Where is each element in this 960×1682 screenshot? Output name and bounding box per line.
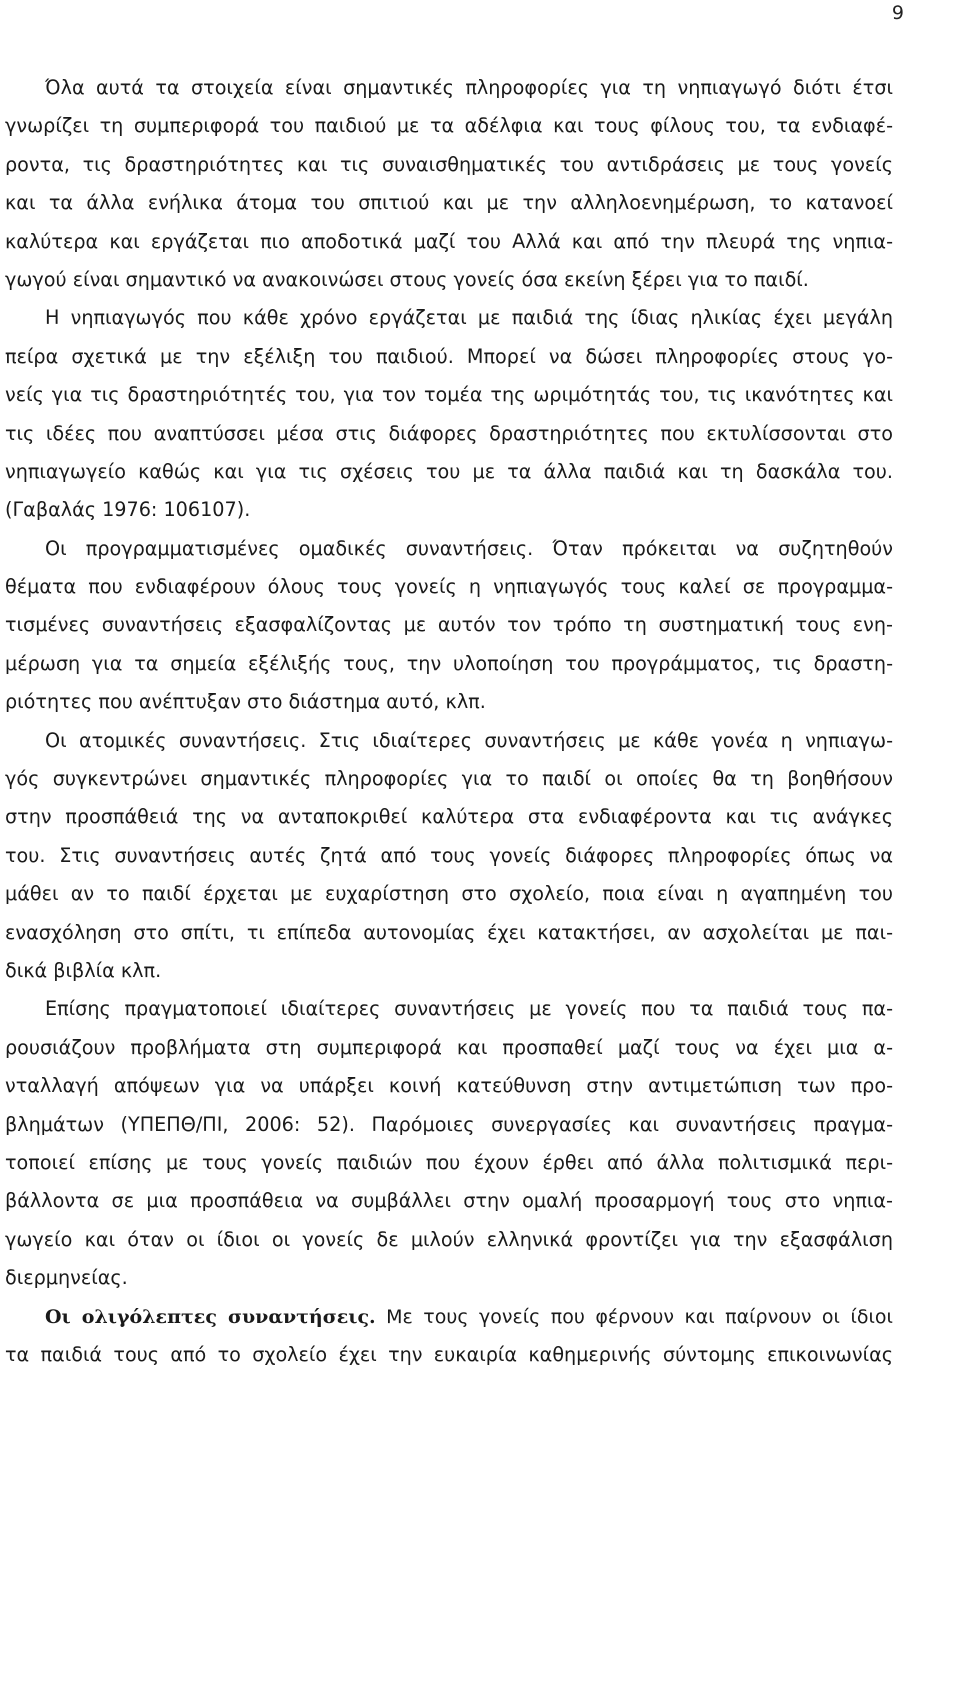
text-line: νταλλαγή απόψεων για να υπάρξει κοινή κατεύθυνση στην αντιμετώπιση των προ- xyxy=(5,1074,893,1098)
page-number: 9 xyxy=(891,2,904,24)
text-line: διερμηνείας. xyxy=(5,1266,128,1290)
text-line: (Γαβαλάς 1976: 106107). xyxy=(5,498,251,522)
text-line: του. Στις συναντήσεις αυτές ζητά από τους γονείς διάφορες πληροφορίες όπως να xyxy=(5,843,893,867)
text-line: ενασχόληση στο σπίτι, τι επίπεδα αυτονομίας έχει κατακτήσει, αν ασχολείται με παι- xyxy=(5,920,893,944)
text-line: τα παιδιά τους από το σχολείο έχει την ευκαιρία καθημερινής σύντομης επικοινωνίας xyxy=(5,1342,893,1366)
text-line: Η νηπιαγωγός που κάθε χρόνο εργάζεται με παιδιά της ίδιας ηλικίας έχει μεγάλη xyxy=(45,306,893,330)
text-line: νείς για τις δραστηριότητές του, για τον τομέα της ωριμότητάς του, τις ικανότητες και xyxy=(5,383,893,407)
text-line: τισμένες συναντήσεις εξασφαλίζοντας με αυτόν τον τρόπο τη συστηματική τους ενη- xyxy=(5,613,893,637)
text-line: ρουσιάζουν προβλήματα στη συμπεριφορά και προσπαθεί μαζί τους να έχει μια α- xyxy=(5,1035,893,1059)
text-line: Οι ατομικές συναντήσεις. Στις ιδιαίτερες συναντήσεις με κάθε γονέα η νηπιαγω- xyxy=(45,728,893,752)
text-line: ριότητες που ανέπτυξαν στο διάστημα αυτό, κλπ. xyxy=(5,690,486,714)
text-line: θέματα που ενδιαφέρουν όλους τους γονείς η νηπιαγωγός τους καλεί σε προγραμμα- xyxy=(5,575,893,599)
text-line: και τα άλλα ενήλικα άτομα του σπιτιού και με την αλληλοενημέρωση, το κατανοεί xyxy=(5,191,893,215)
text-line: μέρωση για τα σημεία εξέλιξής τους, την υλοποίηση του προγράμματος, τις δραστη- xyxy=(5,651,893,675)
text-line: δικά βιβλία κλπ. xyxy=(5,958,162,982)
text-line: γνωρίζει τη συμπεριφορά του παιδιού με τα αδέλφια και τους φίλους του, τα ενδιαφέ- xyxy=(5,114,893,138)
text-line: Οι προγραμματισμένες ομαδικές συναντήσεις. Όταν πρόκειται να συζητηθούν xyxy=(45,536,893,560)
text-line: τοποιεί επίσης με τους γονείς παιδιών που έχουν έρθει από άλλα πολιτισμικά περι- xyxy=(5,1150,893,1174)
text-line: Επίσης πραγματοποιεί ιδιαίτερες συναντήσεις με γονείς που τα παιδιά τους πα- xyxy=(45,997,893,1021)
paragraph-text: Με τους γονείς που φέρνουν και παίρνουν οι ίδιοι xyxy=(375,1305,893,1328)
text-line: γωγείο και όταν οι ίδιοι οι γονείς δε μιλούν ελληνικά φροντίζει για την εξασφάλιση xyxy=(5,1227,893,1251)
text-line: καλύτερα και εργάζεται πιο αποδοτικά μαζί του Αλλά και από την πλευρά της νηπια- xyxy=(5,229,893,253)
text-line: στην προσπάθειά της να ανταποκριθεί καλύτερα στα ενδιαφέροντα και τις ανάγκες xyxy=(5,805,893,829)
body-text xyxy=(5,69,893,1374)
text-line: βάλλοντα σε μια προσπάθεια να συμβάλλει στην ομαλή προσαρμογή τους στο νηπια- xyxy=(5,1189,893,1213)
text-line: ροντα, τις δραστηριότητες και τις συναισθηματικές του αντιδράσεις με τους γονείς xyxy=(5,152,893,176)
text-line: βλημάτων (ΥΠΕΠΘ/ΠΙ, 2006: 52). Παρόμοιες συνεργασίες και συναντήσεις πραγμα- xyxy=(5,1112,893,1136)
text-line: πείρα σχετικά με την εξέλιξη του παιδιού. Μπορεί να δώσει πληροφορίες στους γο- xyxy=(5,344,893,368)
text-line: τις ιδέες που αναπτύσσει μέσα στις διάφορες δραστηριότητες που εκτυλίσσονται στο xyxy=(5,421,893,445)
text-line: γωγού είναι σημαντικό να ανακοινώσει στους γονείς όσα εκείνη ξέρει για το παιδί. xyxy=(5,267,809,291)
text-line: Όλα αυτά τα στοιχεία είναι σημαντικές πληροφορίες για τη νηπιαγωγό διότι έτσι xyxy=(45,76,893,99)
text-line: νηπιαγωγείο καθώς και για τις σχέσεις του με τα άλλα παιδιά και τη δασκάλα του. xyxy=(5,459,893,483)
text-line xyxy=(5,1298,893,1336)
text-line: γός συγκεντρώνει σημαντικές πληροφορίες για το παιδί οι οποίες θα τη βοηθήσουν xyxy=(5,767,893,791)
text-line: μάθει αν το παιδί έρχεται με ευχαρίστηση στο σχολείο, ποια είναι η αγαπημένη του xyxy=(5,882,893,906)
section-heading-inline: Οι ολιγόλεπτες συναντήσεις. xyxy=(45,1305,376,1328)
